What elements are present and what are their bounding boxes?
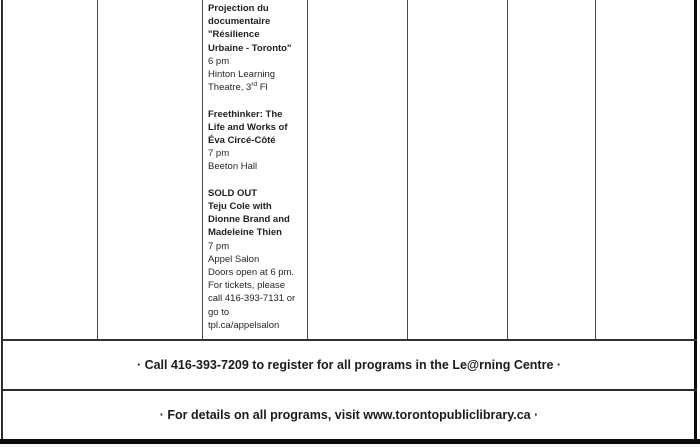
text-line: Dionne Brand and: [208, 214, 290, 226]
event-block-projection: [208, 2, 304, 94]
table-column-border: [307, 0, 308, 340]
table-column-border: [97, 0, 98, 340]
event-title: [208, 187, 304, 240]
text-line: Life and Works of: [208, 121, 288, 133]
text-line: SOLD OUT: [208, 187, 258, 199]
details-banner: [1, 391, 697, 439]
text-line: Freethinker: The: [208, 108, 283, 120]
text-line: For tickets, please: [208, 280, 286, 292]
text-line: Doors open at 6 pm.: [208, 267, 295, 279]
details-banner-text: · For details on all programs, visit www.torontopubliclibrary.ca ·: [159, 408, 539, 422]
text-line: Urbaine - Toronto": [208, 42, 292, 54]
location-text: Fl: [257, 82, 268, 94]
text-line: Madeleine Thien: [208, 227, 282, 239]
registration-banner: [1, 341, 697, 389]
ordinal-superscript: rd: [251, 81, 258, 89]
table-column-border: [507, 0, 508, 340]
event-block-freethinker: [208, 108, 304, 174]
calendar-event-cell: [202, 0, 307, 340]
registration-banner-text: · Call 416-393-7209 to register for all programs in the Le@rning Centre ·: [136, 358, 562, 372]
text-line: Éva Circé-Côté: [208, 135, 276, 147]
event-details: [208, 147, 304, 173]
event-location: [208, 81, 304, 94]
text-line: tpl.ca/appelsalon: [208, 319, 280, 331]
text-line: go to: [208, 306, 230, 318]
event-details: [208, 55, 304, 81]
text-line: "Résilience: [208, 29, 260, 41]
text-line: Appel Salon: [208, 253, 260, 265]
text-line: Hinton Learning: [208, 69, 276, 81]
text-line: 7 pm: [208, 148, 230, 160]
table-column-border: [595, 0, 596, 340]
text-line: 6 pm: [208, 55, 230, 67]
table-column-border: [407, 0, 408, 340]
text-line: 7 pm: [208, 240, 230, 252]
text-line: Projection du: [208, 3, 269, 14]
location-text: Theatre, 3: [208, 82, 252, 94]
event-title: [208, 2, 304, 55]
text-line: Teju Cole with: [208, 201, 272, 213]
event-details: [208, 240, 304, 332]
text-line: call 416-393-7131 or: [208, 293, 296, 305]
event-title: [208, 108, 304, 148]
text-line: documentaire: [208, 16, 271, 28]
event-block-teju-cole: [208, 187, 304, 332]
text-line: Beeton Hall: [208, 161, 258, 173]
